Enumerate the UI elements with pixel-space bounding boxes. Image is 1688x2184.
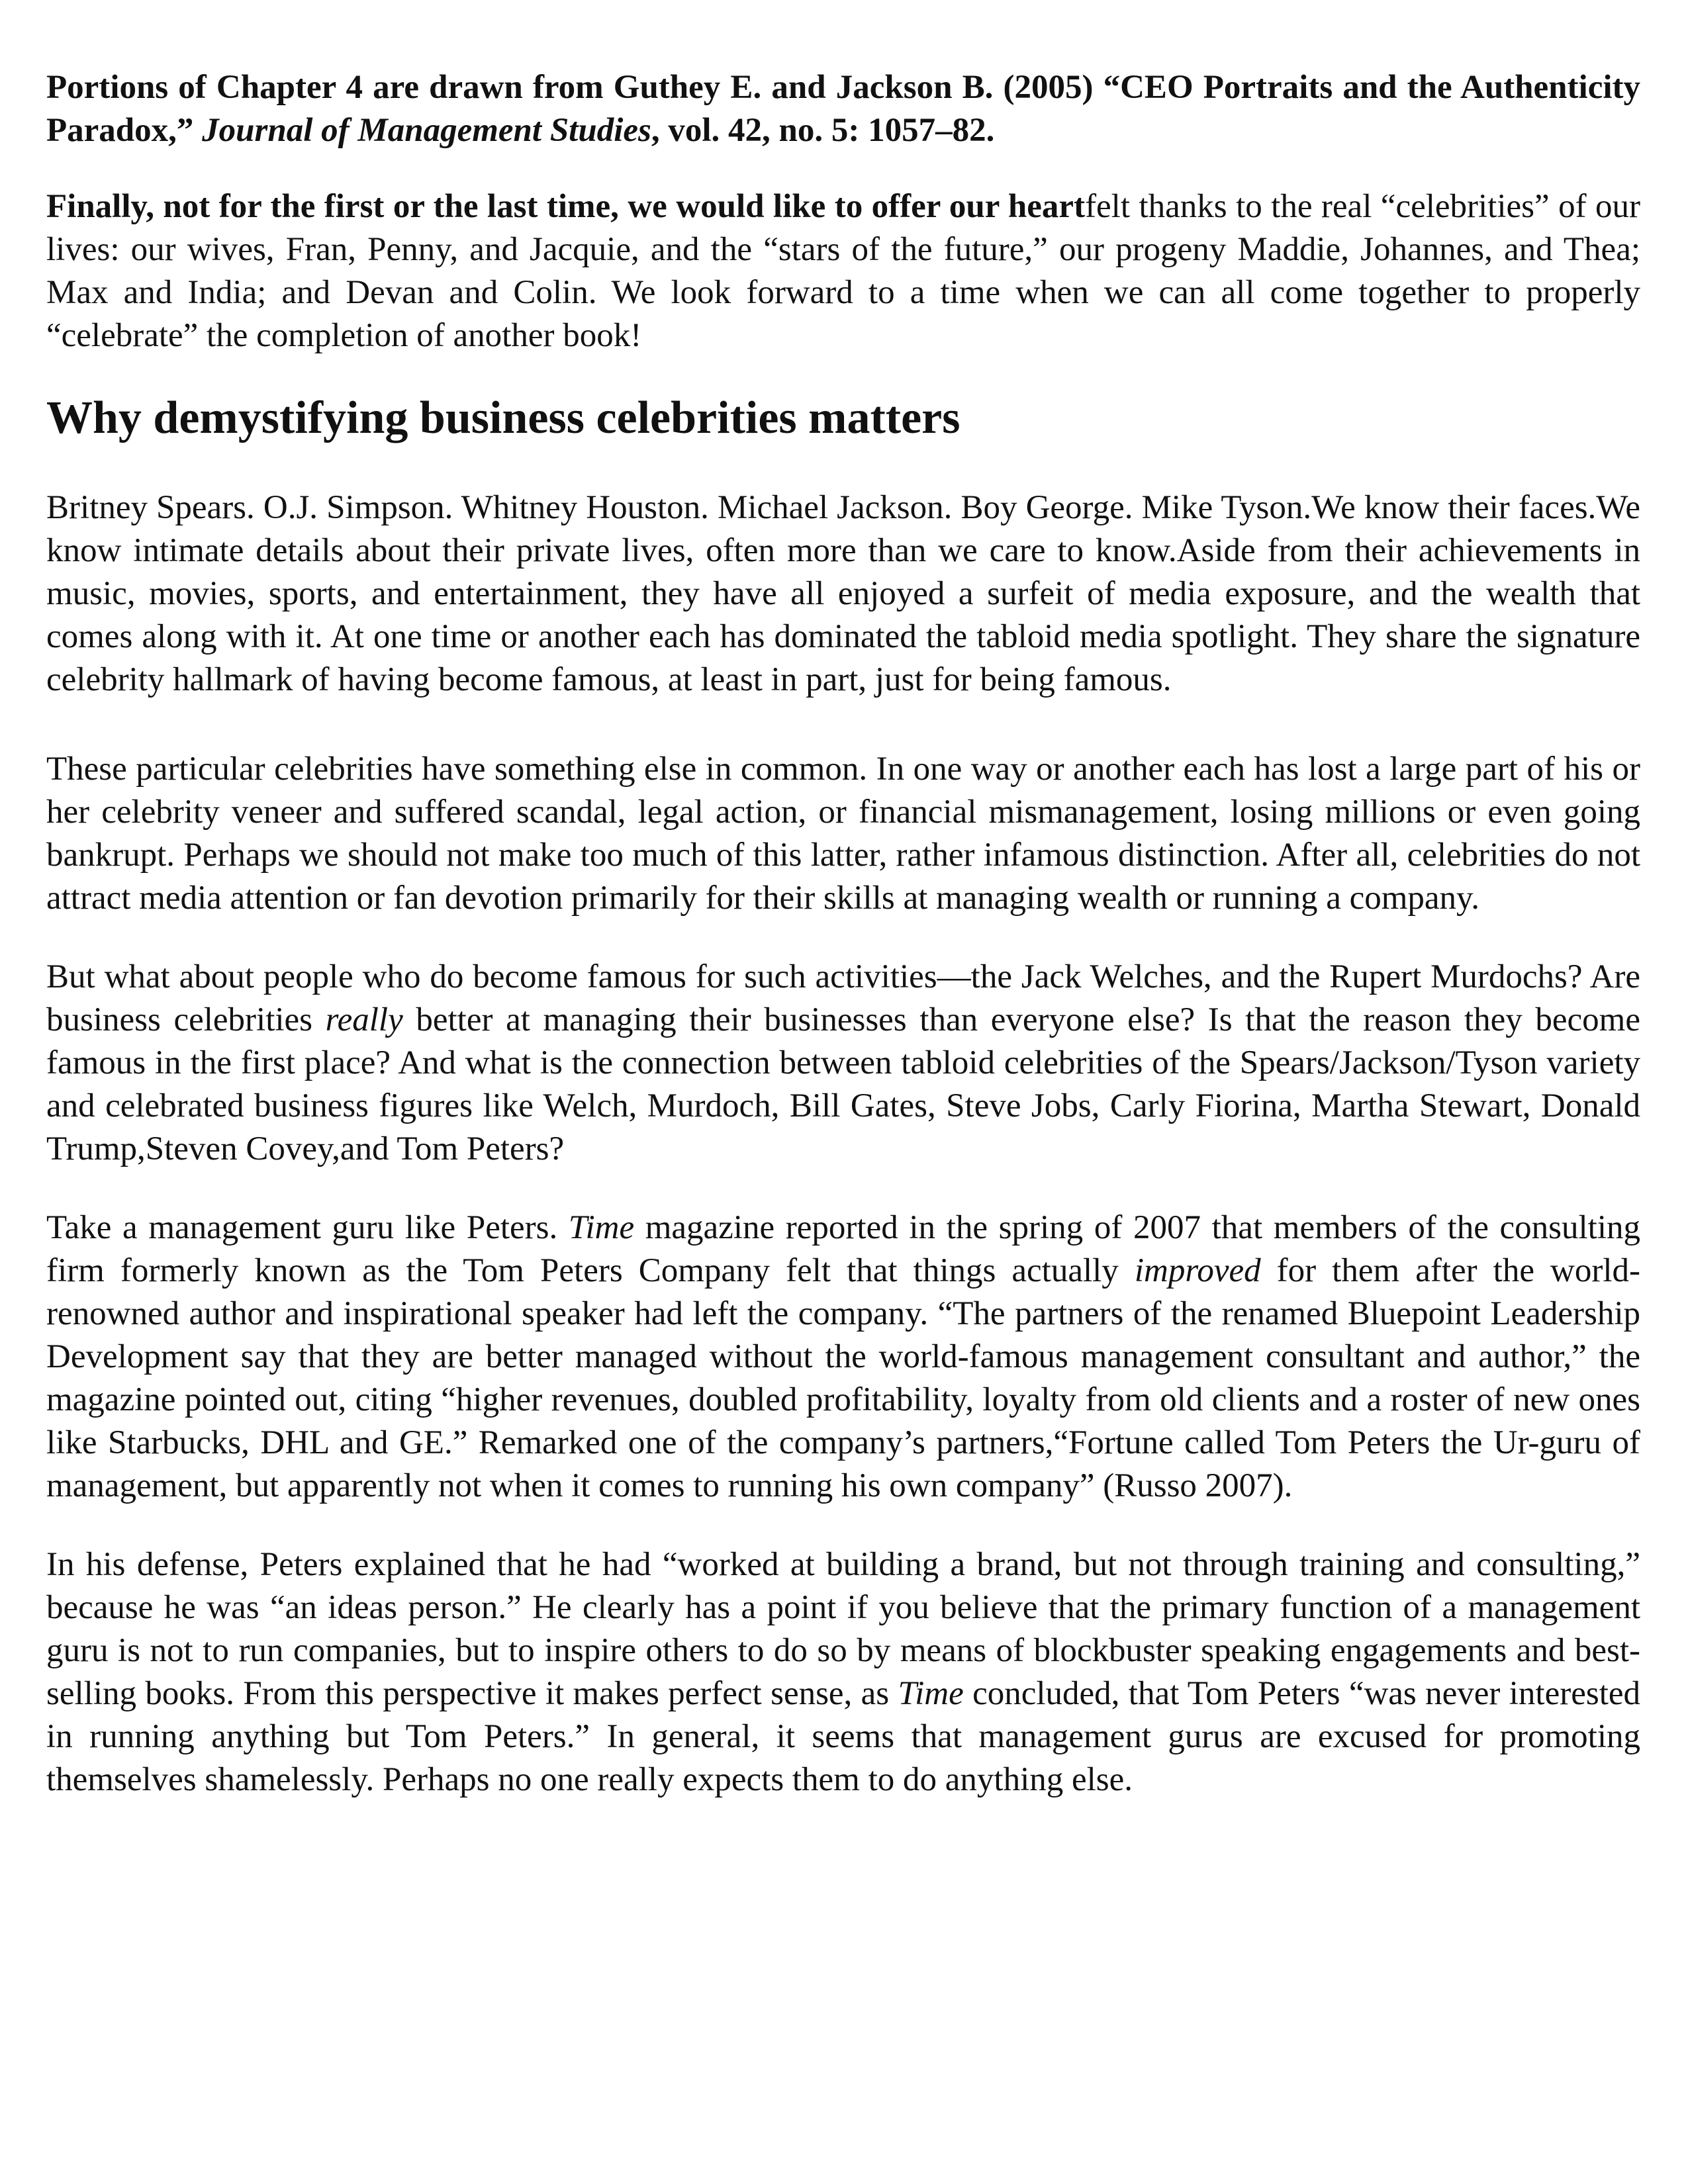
journal-title: Journal of Management Studies: [202, 112, 651, 149]
acknowledgement-bold-text: Finally, not for the first or the last time, we would like to offer our heart: [46, 188, 1086, 225]
document-page: [46, 66, 1640, 1837]
emphasis-time-magazine: Time: [568, 1209, 635, 1246]
chapter-source-credit: [46, 66, 1640, 152]
emphasis-time: Time: [898, 1675, 964, 1712]
emphasis-really: really: [325, 1001, 403, 1038]
acknowledgement-paragraph: [46, 185, 1640, 357]
credit-citation: , vol. 42, no. 5: 1057–82.: [651, 112, 995, 149]
paragraph-common: These particular celebrities have something else in common. In one way or another each has lost a large part of his or her celebrity veneer and suffered scandal, legal action, or financial mismanagement, losing millions or even going bankrupt. Perhaps we should not make too much of this latter, rather infamous distinction. After all, celebrities do not attract media attention or fan devotion primarily for their skills at managing wealth or running a company.: [46, 751, 1640, 917]
paragraph-management-guru: Take a management guru like Peters. Time magazine reported in the spring of 2007 that members of the consulting firm formerly known as the Tom Peters Company felt that things actually improved for them after the world-renowned author and inspirational speaker had left the company. “The partners of the renamed Bluepoint Leadership Development say that they are better managed without the world-famous management consultant and author,” the magazine pointed out, citing “higher revenues, doubled profitability, loyalty from old clients and a roster of new ones like Starbucks, DHL and GE.” Remarked one of the company’s partners,“Fortune called Tom Peters the Ur-guru of management, but apparently not when it comes to running his own company” (Russo 2007).: [46, 1209, 1640, 1504]
paragraph-peters-defense: In his defense, Peters explained that he had “worked at building a brand, but not through training and consulting,” because he was “an ideas person.” He clearly has a point if you believe that the primary function of a management guru is not to run companies, but to inspire others to do so by means of blockbuster speaking engagements and best-selling books. From this perspective it makes perfect sense, as Time concluded, that Tom Peters “was never interested in running anything but Tom Peters.” In general, it seems that management gurus are excused for promoting themselves shamelessly. Perhaps no one really expects them to do anything else.: [46, 1546, 1640, 1798]
credit-text: Portions of Chapter 4 are drawn from Guthey E. and Jackson B. (2005) “CEO Portraits and the Authenticity Paradox,”: [46, 69, 1640, 149]
section-heading: Why demystifying business celebrities matters: [46, 392, 961, 443]
acknowledgement-text: felt thanks to the real “celebrities” of our lives: our wives, Fran, Penny, and Jacquie, and the “stars of the future,” our progeny Maddie, Johannes, and Thea; Max and India; and Devan and Colin. We look forward to a time when we can all come together to properly “celebrate” the completion of another book!: [46, 188, 1640, 354]
emphasis-improved: improved: [1134, 1252, 1261, 1289]
paragraph-celebrities: Britney Spears. O.J. Simpson. Whitney Houston. Michael Jackson. Boy George. Mike Tyson.We know their faces.We know intimate details about their private lives, often more than we care to know.Aside from their achievements in music, movies, sports, and entertainment, they have all enjoyed a surfeit of media exposure, and the wealth that comes along with it. At one time or another each has dominated the tabloid media spotlight. They share the signature celebrity hallmark of having become famous, at least in part, just for being famous.: [46, 489, 1640, 698]
paragraph-business-celebrities: But what about people who do become famous for such activities—the Jack Welches, and the Rupert Murdochs? Are business celebrities really better at managing their businesses than everyone else? Is that the reason they become famous in the first place? And what is the connection between tabloid celebrities of the Spears/Jackson/Tyson variety and celebrated business figures like Welch, Murdoch, Bill Gates, Steve Jobs, Carly Fiorina, Martha Stewart, Donald Trump,Steven Covey,and Tom Peters?: [46, 958, 1640, 1167]
